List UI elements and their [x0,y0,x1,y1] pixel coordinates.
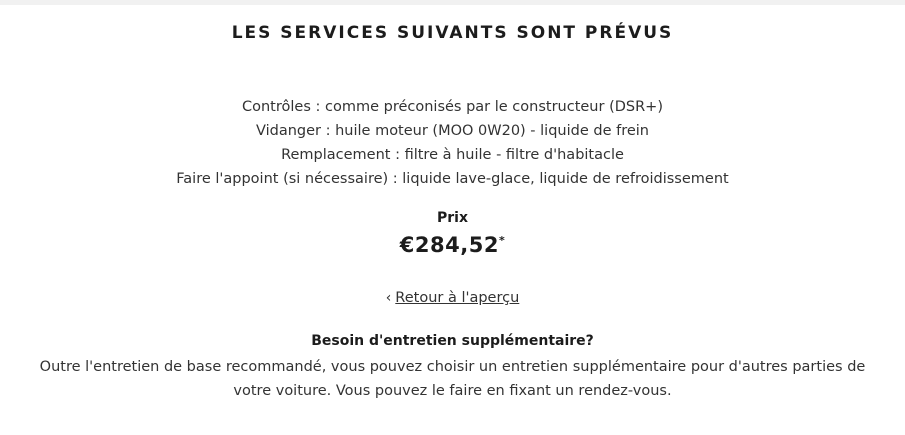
service-line: Remplacement : filtre à huile - filtre d'habitacle [281,147,624,163]
price-footnote-mark: * [498,234,506,247]
back-to-overview-link[interactable]: Retour à l'aperçu [395,290,520,306]
service-line: Vidanger : huile moteur (MOO 0W20) - liquide de frein [256,123,649,139]
service-line: Faire l'appoint (si nécessaire) : liquide lave-glace, liquide de refroidissement [176,171,729,187]
extra-service-title: Besoin d'entretien supplémentaire? [311,333,594,349]
price-value [0,233,905,257]
top-divider [0,0,905,5]
services-list [0,95,905,191]
price-label: Prix [437,210,468,226]
extra-service-text: Outre l'entretien de base recommandé, vous pouvez choisir un entretien supplémentaire pour d'autres parties de votre voiture. Vous pouvez le faire en fixant un rendez-vous. [39,359,866,399]
back-link-row [0,290,905,306]
chevron-left-icon[interactable]: ‹ [385,290,392,306]
page-title: LES SERVICES SUIVANTS SONT PRÉVUS [231,23,674,43]
price-amount: €284,52 [399,233,499,257]
service-line: Contrôles : comme préconisés par le constructeur (DSR+) [242,99,663,115]
